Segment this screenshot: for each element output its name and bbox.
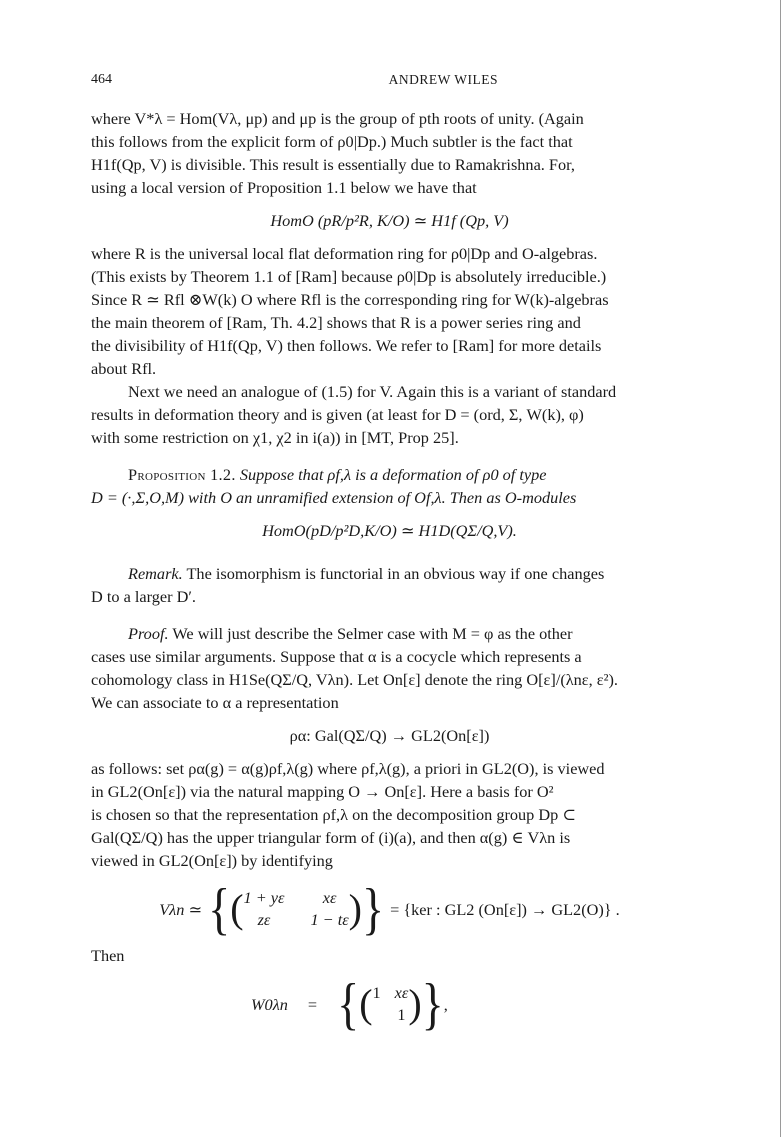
- text-line: We will just describe the Selmer case with M = φ as the other: [172, 624, 573, 643]
- equation-rhs: = {ker : GL2 (On[ε]) → GL2(O)} .: [390, 899, 620, 919]
- equation-lhs: W0λn: [251, 994, 288, 1014]
- running-author: ANDREW WILES: [388, 72, 498, 87]
- text-line: this follows from the explicit form of ρ0|Dp.) Much subtler is the fact that: [91, 132, 573, 151]
- text-line: (This exists by Theorem 1.1 of [Ram] because ρ0|Dp is absolutely irreducible.): [91, 267, 607, 286]
- text-line: H1f(Qp, V) is divisible. This result is essentially due to Ramakrishna. For,: [91, 155, 575, 174]
- text-line: results in deformation theory and is given (at least for D = (ord, Σ, W(k), φ): [91, 405, 584, 424]
- text-line: Suppose that ρf,λ is a deformation of ρ0 of type: [239, 465, 547, 484]
- text-line: viewed in GL2(On[ε]) by identifying: [91, 851, 333, 870]
- text-line: with some restriction on χ1, χ2 in i(a)) in [MT, Prop 25].: [91, 428, 459, 447]
- text-line: using a local version of Proposition 1.1 below we have that: [91, 178, 477, 197]
- running-header: [91, 68, 688, 91]
- text-line: cohomology class in H1Se(QΣ/Q, Vλn). Let On[ε] denote the ring O[ε]/(λnε, ε²).: [91, 670, 618, 689]
- text-line: the divisibility of H1f(Qp, V) then follows. We refer to [Ram] for more details: [91, 336, 602, 355]
- text-line: The isomorphism is functorial in an obvious way if one changes: [186, 564, 605, 583]
- matrix: [373, 982, 409, 1026]
- matrix-entry: xε: [322, 888, 337, 907]
- matrix-entry: xε: [394, 983, 409, 1002]
- text-line: is chosen so that the representation ρf,λ on the decomposition group Dp ⊂: [91, 805, 576, 824]
- equation-w-lambda-n: W0λn = { ( 1 xε 1 ) } ,: [251, 971, 448, 1036]
- equation-tail: ,: [443, 994, 448, 1014]
- text-line: Next we need an analogue of (1.5) for V. Again this is a variant of standard: [128, 382, 617, 401]
- text-line: D = (·,Σ,O,M) with O an unramified extension of Of,λ. Then as O-modules: [91, 488, 577, 507]
- paper-page: [91, 68, 688, 1036]
- proposition-1-2: [91, 463, 688, 509]
- then-text: Then: [91, 946, 125, 965]
- matrix-entry: 1 − tε: [310, 910, 349, 929]
- text-line: D to a larger D′.: [91, 587, 196, 606]
- matrix-entry: 1: [372, 983, 381, 1002]
- paragraph-1: [91, 107, 688, 199]
- matrix-entry: [373, 1004, 381, 1026]
- page-number: 464: [91, 72, 112, 87]
- text-line: in GL2(On[ε]) via the natural mapping O → On[ε]. Here a basis for O²: [91, 782, 554, 801]
- matrix: [244, 887, 349, 931]
- remark-heading: Remark.: [128, 564, 183, 583]
- remark: [91, 562, 688, 608]
- equation-lhs: Vλn ≃: [159, 899, 203, 919]
- proof-heading: Proof.: [128, 624, 169, 643]
- equation-rho-alpha: ρα: Gal(QΣ/Q) → GL2(On[ε]): [289, 726, 490, 745]
- proposition-heading: Proposition 1.2.: [128, 465, 236, 484]
- page-edge: [780, 0, 781, 1137]
- text-line: the main theorem of [Ram, Th. 4.2] shows that R is a power series ring and: [91, 313, 581, 332]
- paragraph-3: [91, 380, 688, 449]
- text-line: We can associate to α a representation: [91, 693, 339, 712]
- text-line: as follows: set ρα(g) = α(g)ρf,λ(g) where ρf,λ(g), a priori in GL2(O), is viewed: [91, 759, 605, 778]
- paragraph-4: [91, 757, 688, 872]
- matrix-entry: 1 + yε: [243, 888, 285, 907]
- paragraph-2: [91, 242, 688, 380]
- matrix-entry: zε: [257, 910, 271, 929]
- text-line: about Rfl.: [91, 359, 157, 378]
- matrix-entry: 1: [397, 1005, 406, 1024]
- equals-sign: =: [307, 994, 318, 1014]
- text-line: Since R ≃ Rfl ⊗W(k) O where Rfl is the corresponding ring for W(k)-algebras: [91, 290, 609, 309]
- equation-hom-R: HomO (pR/p²R, K/O) ≃ H1f (Qp, V): [270, 211, 509, 230]
- equation-hom-D: HomO(pD/p²D,K/O) ≃ H1D(QΣ/Q,V).: [262, 521, 517, 540]
- equation-v-lambda-n: Vλn ≃ { ( 1 + yε xε zε 1 − tε ) } = {ker : GL2 (On[ε]) → GL2(O)} .: [159, 876, 620, 941]
- text-line: where R is the universal local flat deformation ring for ρ0|Dp and O-algebras.: [91, 244, 598, 263]
- proof: [91, 622, 688, 714]
- text-line: cases use similar arguments. Suppose that α is a cocycle which represents a: [91, 647, 582, 666]
- text-line: where V*λ = Hom(Vλ, μp) and μp is the group of pth roots of unity. (Again: [91, 109, 584, 128]
- text-line: Gal(QΣ/Q) has the upper triangular form of (i)(a), and then α(g) ∈ Vλn is: [91, 828, 571, 847]
